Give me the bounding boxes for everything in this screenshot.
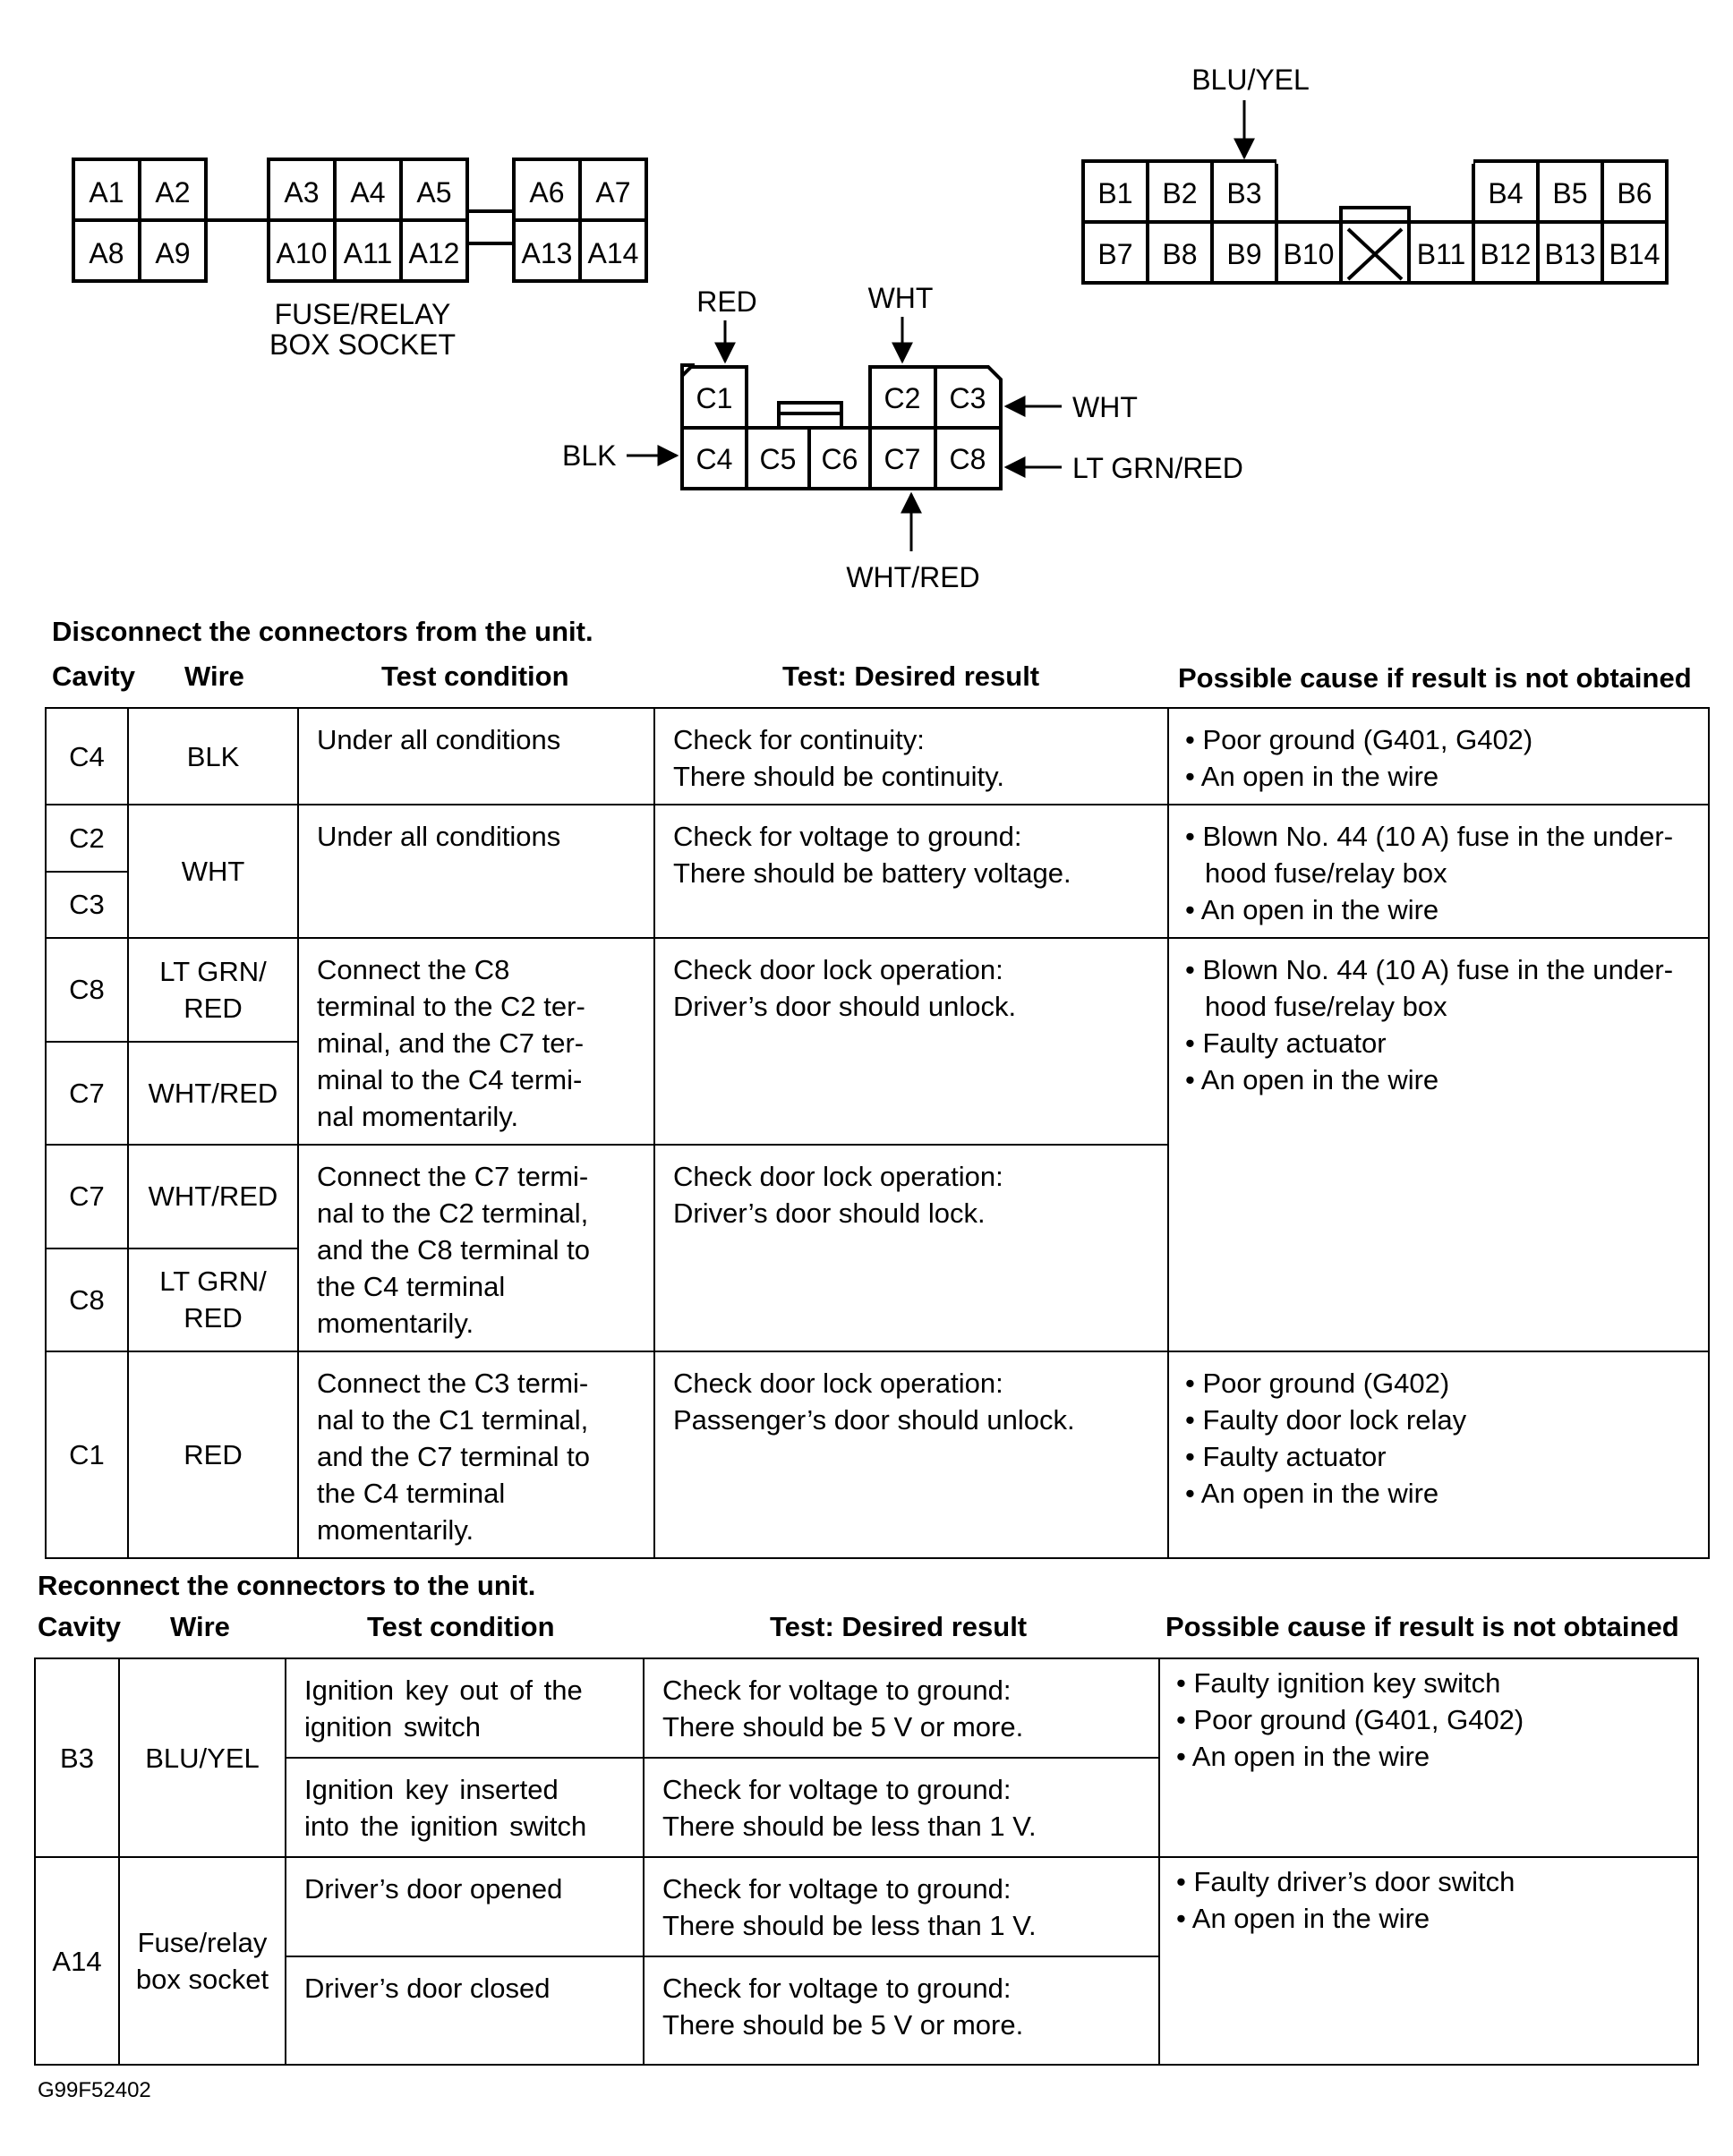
cavity-b14: B14 — [1609, 238, 1660, 270]
result-line: There should be battery voltage. — [673, 857, 1071, 889]
cavity-a1: A1 — [89, 176, 124, 209]
condition-line: ignition switch — [304, 1711, 481, 1743]
cause-cell — [1168, 805, 1709, 938]
cavity-cell: C4 — [46, 708, 128, 805]
wire-cell: RED — [128, 1351, 298, 1558]
s2-header-condition: Test condition — [367, 1611, 555, 1642]
wire-line: Fuse/relay — [137, 1927, 268, 1958]
cause-cell — [1159, 1857, 1698, 2065]
result-cell — [644, 1956, 1159, 2065]
cause-item: • Faulty ignition key switch — [1176, 1665, 1679, 1701]
wire-cell — [128, 1248, 298, 1352]
connector-a-label-line2: BOX SOCKET — [269, 328, 457, 361]
s1-header-condition: Test condition — [381, 660, 569, 692]
cavity-cell: C2 — [46, 805, 128, 872]
figure-id: G99F52402 — [38, 2078, 151, 2102]
condition-cell — [286, 1758, 644, 1857]
condition-cell — [298, 938, 654, 1145]
result-cell — [644, 1758, 1159, 1857]
c4-wire-label: BLK — [562, 439, 617, 472]
cavity-c6: C6 — [821, 443, 858, 475]
result-line: Check door lock operation: — [673, 954, 1003, 985]
cause-item: • Faulty actuator — [1185, 1025, 1690, 1061]
cavity-cell: C8 — [46, 1248, 128, 1352]
cavity-cell: B3 — [35, 1658, 119, 1857]
result-cell — [654, 1145, 1168, 1351]
result-cell — [654, 938, 1168, 1145]
condition-cell — [286, 1658, 644, 1758]
condition-line: Connect the C3 termi- — [317, 1368, 589, 1399]
result-cell — [644, 1857, 1159, 1956]
section2-caption: Reconnect the connectors to the unit. — [38, 1570, 536, 1601]
cavity-c5: C5 — [759, 443, 797, 475]
wire-cell: BLU/YEL — [119, 1658, 286, 1857]
cavity-a7: A7 — [595, 176, 631, 209]
cause-cell — [1168, 938, 1709, 1351]
cause-item: • An open in the wire — [1185, 758, 1690, 795]
cavity-cell: C1 — [46, 1351, 128, 1558]
cavity-b7: B7 — [1097, 238, 1133, 270]
cavity-b5: B5 — [1552, 177, 1588, 209]
table-row — [35, 1857, 1698, 1956]
condition-line: and the C8 terminal to — [317, 1234, 591, 1265]
cavity-b3: B3 — [1226, 177, 1262, 209]
cavity-b11: B11 — [1416, 238, 1466, 270]
condition-line: Ignition key out of the — [304, 1675, 583, 1706]
cavity-a5: A5 — [416, 176, 452, 209]
cavity-c7: C7 — [884, 443, 921, 475]
condition-line: minal to the C4 termi- — [317, 1064, 583, 1095]
cause-item: • Blown No. 44 (10 A) fuse in the under-hood fuse/relay box — [1185, 951, 1690, 1025]
condition-line: nal to the C1 terminal, — [317, 1404, 589, 1436]
s2-header-result: Test: Desired result — [770, 1611, 1028, 1642]
s1-header-cause: Possible cause if result is not obtained — [1178, 662, 1692, 694]
c1-wire-label: RED — [696, 285, 757, 318]
wire-cell: WHT/RED — [128, 1145, 298, 1248]
cause-item: • An open in the wire — [1185, 1061, 1690, 1098]
result-line: Check for voltage to ground: — [662, 1675, 1012, 1706]
condition-line: terminal to the C2 ter- — [317, 991, 585, 1022]
wire-cell: WHT/RED — [128, 1042, 298, 1146]
c3-wire-label: WHT — [1072, 391, 1138, 423]
wire-line: box socket — [135, 1964, 269, 1995]
cause-cell — [1168, 708, 1709, 805]
wire-line: LT GRN/ — [159, 1265, 267, 1298]
condition-cell: Under all conditions — [298, 708, 654, 805]
result-cell — [644, 1658, 1159, 1758]
cause-cell — [1159, 1658, 1698, 1857]
cause-cell — [1168, 1351, 1709, 1558]
cavity-b8: B8 — [1162, 238, 1198, 270]
s2-header-cavity: Cavity — [38, 1611, 122, 1642]
s2-header-cause: Possible cause if result is not obtained — [1165, 1611, 1679, 1642]
cause-item: • Poor ground (G402) — [1185, 1365, 1690, 1402]
c7-wire-label: WHT/RED — [846, 561, 980, 593]
condition-line: Connect the C7 termi- — [317, 1161, 589, 1192]
section2-table — [34, 1657, 1699, 2066]
cavity-b4: B4 — [1488, 177, 1524, 209]
condition-line: the C4 terminal — [317, 1478, 506, 1509]
cavity-a10: A10 — [276, 237, 328, 269]
result-line: Check for voltage to ground: — [662, 1774, 1012, 1805]
wire-line: RED — [184, 1302, 243, 1334]
cause-item: • Poor ground (G401, G402) — [1185, 721, 1690, 758]
cause-item: • Faulty actuator — [1185, 1438, 1690, 1475]
cavity-cell: C7 — [46, 1145, 128, 1248]
cavity-a2: A2 — [155, 176, 191, 209]
cause-item: • Blown No. 44 (10 A) fuse in the under-hood fuse/relay box — [1185, 818, 1690, 891]
wire-cell: BLK — [128, 708, 298, 805]
cause-item: • Faulty driver’s door switch — [1176, 1863, 1679, 1900]
result-line: There should be 5 V or more. — [662, 2009, 1024, 2041]
c8-wire-label: LT GRN/RED — [1072, 452, 1243, 484]
result-line: There should be 5 V or more. — [662, 1711, 1024, 1743]
condition-cell — [298, 1351, 654, 1558]
condition-line: momentarily. — [317, 1514, 474, 1546]
result-line: Driver’s door should unlock. — [673, 991, 1017, 1022]
cavity-a9: A9 — [155, 237, 191, 269]
s1-header-wire: Wire — [184, 660, 244, 692]
condition-line: the C4 terminal — [317, 1271, 506, 1302]
cause-item: • An open in the wire — [1176, 1900, 1679, 1937]
condition-cell: Driver’s door opened — [286, 1857, 644, 1956]
cavity-cell: C7 — [46, 1042, 128, 1146]
condition-line: and the C7 terminal to — [317, 1441, 591, 1472]
s1-header-result: Test: Desired result — [782, 660, 1040, 692]
wire-line: RED — [184, 992, 243, 1024]
result-cell — [654, 708, 1168, 805]
result-line: Check door lock operation: — [673, 1368, 1003, 1399]
table-row — [46, 938, 1709, 1042]
cavity-cell: C3 — [46, 872, 128, 939]
condition-cell: Under all conditions — [298, 805, 654, 938]
wire-cell — [119, 1857, 286, 2065]
cavity-c1: C1 — [696, 382, 733, 414]
cavity-b12: B12 — [1480, 238, 1532, 270]
result-line: There should be less than 1 V. — [662, 1910, 1037, 1941]
connector-diagram — [0, 0, 1733, 609]
cavity-b2: B2 — [1162, 177, 1198, 209]
cavity-c2: C2 — [884, 382, 921, 414]
result-line: Check for voltage to ground: — [662, 1873, 1012, 1905]
result-line: Passenger’s door should unlock. — [673, 1404, 1075, 1436]
section1-caption: Disconnect the connectors from the unit. — [52, 616, 593, 647]
condition-line: minal, and the C7 ter- — [317, 1027, 585, 1059]
cavity-c8: C8 — [949, 443, 986, 475]
cavity-a6: A6 — [529, 176, 565, 209]
wire-cell: WHT — [128, 805, 298, 938]
result-line: Check for voltage to ground: — [673, 821, 1022, 852]
section1-table — [45, 707, 1710, 1559]
s2-header-wire: Wire — [170, 1611, 230, 1642]
cavity-b13: B13 — [1544, 238, 1596, 270]
cause-item: • An open in the wire — [1185, 891, 1690, 928]
condition-line: Ignition key inserted — [304, 1774, 559, 1805]
cavity-a11: A11 — [343, 237, 393, 269]
cavity-b6: B6 — [1617, 177, 1652, 209]
cause-item: • An open in the wire — [1176, 1738, 1679, 1775]
s1-header-cavity: Cavity — [52, 660, 136, 692]
result-cell — [654, 1351, 1168, 1558]
cause-item: • An open in the wire — [1185, 1475, 1690, 1512]
cavity-a3: A3 — [284, 176, 320, 209]
result-line: There should be less than 1 V. — [662, 1811, 1037, 1842]
cavity-cell: A14 — [35, 1857, 119, 2065]
connector-a-label-line1: FUSE/RELAY — [274, 298, 451, 330]
cavity-a14: A14 — [587, 237, 639, 269]
condition-line: nal momentarily. — [317, 1101, 519, 1132]
cavity-b10: B10 — [1283, 238, 1335, 270]
cause-item: • Poor ground (G401, G402) — [1176, 1701, 1679, 1738]
condition-cell — [298, 1145, 654, 1351]
wire-cell — [128, 938, 298, 1042]
cavity-b9: B9 — [1226, 238, 1262, 270]
table-row — [46, 1351, 1709, 1558]
c2-wire-label: WHT — [867, 282, 934, 314]
cavity-a12: A12 — [408, 237, 460, 269]
condition-line: momentarily. — [317, 1308, 474, 1339]
cause-item: • Faulty door lock relay — [1185, 1402, 1690, 1438]
cavity-a8: A8 — [89, 237, 124, 269]
table-row — [35, 1658, 1698, 1758]
result-line: Check door lock operation: — [673, 1161, 1003, 1192]
condition-cell: Driver’s door closed — [286, 1956, 644, 2065]
cavity-cell: C8 — [46, 938, 128, 1042]
result-cell — [654, 805, 1168, 938]
cavity-b1: B1 — [1097, 177, 1133, 209]
result-line: There should be continuity. — [673, 761, 1004, 792]
cavity-a13: A13 — [521, 237, 573, 269]
cavity-a4: A4 — [350, 176, 386, 209]
b3-wire-label: BLU/YEL — [1191, 64, 1310, 96]
cavity-c3: C3 — [949, 382, 986, 414]
condition-line: into the ignition switch — [304, 1811, 587, 1842]
cavity-c4: C4 — [696, 443, 733, 475]
wire-line: LT GRN/ — [159, 955, 267, 987]
table-row — [46, 805, 1709, 872]
result-line: Check for continuity: — [673, 724, 925, 755]
condition-line: Connect the C8 — [317, 954, 510, 985]
result-line: Check for voltage to ground: — [662, 1973, 1012, 2004]
condition-line: nal to the C2 terminal, — [317, 1197, 589, 1229]
result-line: Driver’s door should lock. — [673, 1197, 986, 1229]
table-row — [46, 708, 1709, 805]
